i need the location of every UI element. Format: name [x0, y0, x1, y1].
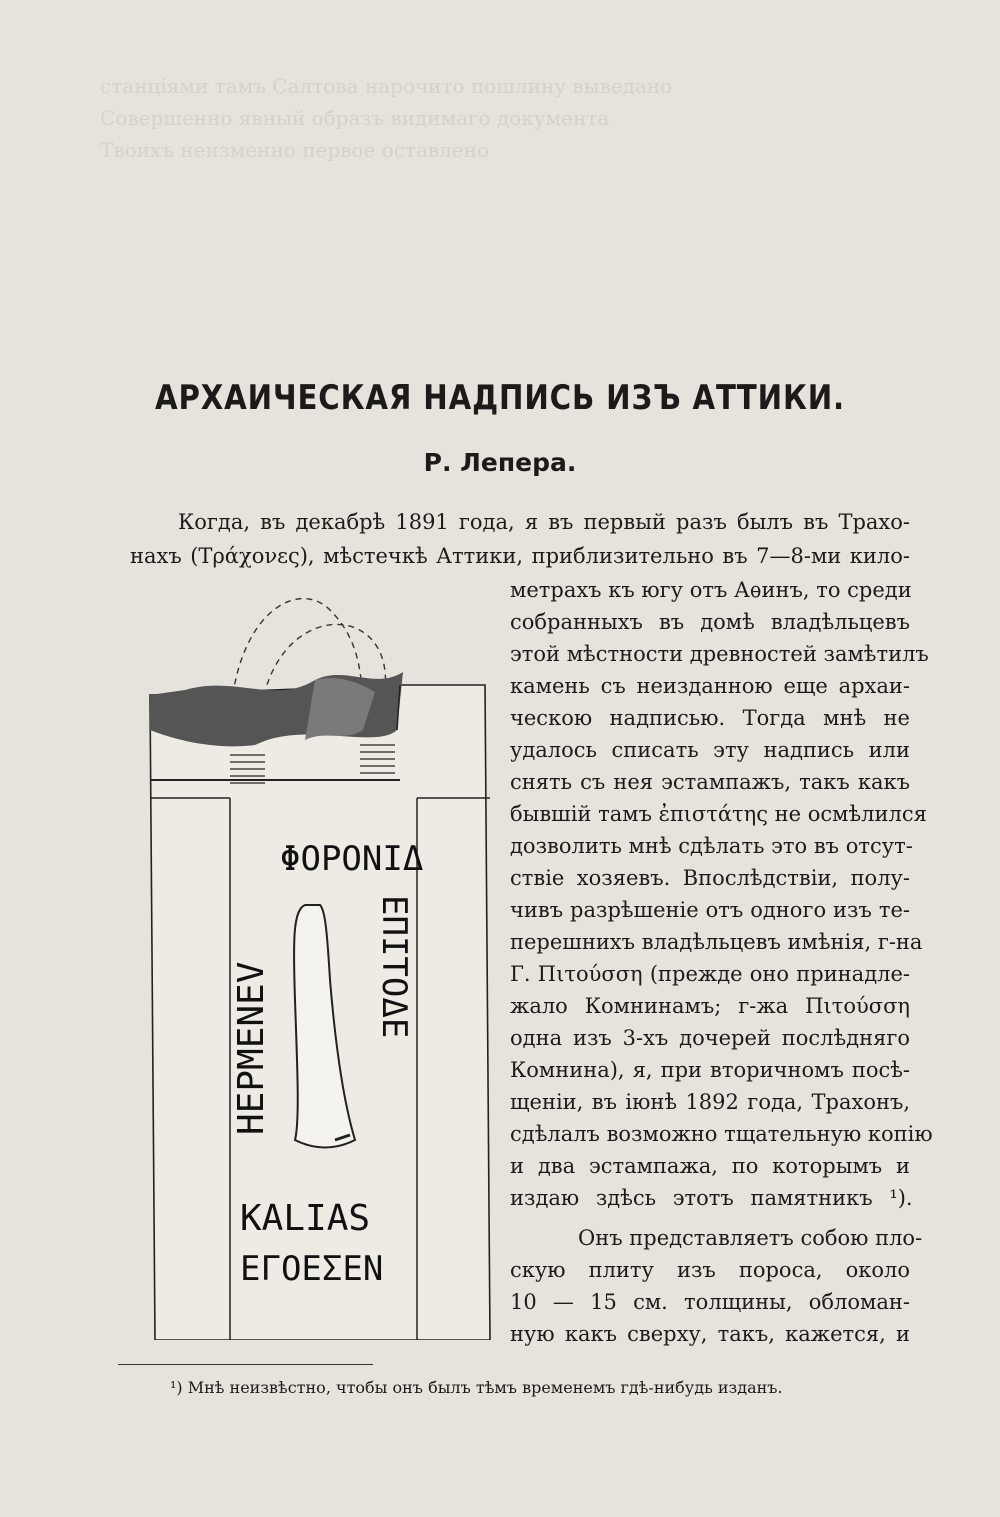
article-author: Р. Лепера. — [423, 448, 577, 477]
text-line: Онъ представляетъ собою пло- — [578, 1226, 923, 1250]
text-line: перешнихъ владѣльцевъ имѣнія, г-на — [510, 930, 923, 954]
text-line: ную какъ сверху, такъ, кажется, и — [510, 1322, 910, 1346]
text-line: 10 — 15 см. толщины, обломан- — [510, 1290, 910, 1314]
inscription-left-column: HEPMENEV — [231, 961, 272, 1135]
text-line: издаю здѣсь этотъ памятникъ ¹). — [510, 1186, 913, 1210]
text-line: Когда, въ декабрѣ 1891 года, я въ первый разъ былъ въ Трахо- — [178, 510, 910, 534]
show-through-line: Совершенно явный образъ видимаго документа — [100, 106, 610, 130]
show-through-line: Твоихъ неизменно первое оставлено — [100, 138, 490, 162]
text-line: и два эстампажа, по которымъ и — [510, 1154, 910, 1178]
text-line: щеніи, въ іюнѣ 1892 года, Трахонъ, — [510, 1090, 910, 1114]
text-line: нахъ (Τράχονες), мѣстечкѣ Аттики, приблизительно въ 7—8-ми кило- — [130, 544, 910, 568]
text-line: жало Комнинамъ; г-жа Πιτούσση — [510, 994, 910, 1018]
inscription-right-column: EΠΙΤΟΔΕ — [374, 895, 414, 1039]
article-title: АРХАИЧЕСКАЯ НАДПИСЬ ИЗЪ АТТИКИ. — [154, 378, 846, 418]
text-line: дозволить мнѣ сдѣлать это въ отсут- — [510, 834, 913, 858]
text-line: собранныхъ въ домѣ владѣльцевъ — [510, 610, 910, 634]
text-line: скую плиту изъ пороса, около — [510, 1258, 910, 1282]
text-line: ческою надписью. Тогда мнѣ не — [510, 706, 910, 730]
text-line: удалось списать эту надпись или — [510, 738, 910, 762]
inscription-line-1: KALIAS — [240, 1198, 371, 1239]
text-line: чивъ разрѣшеніе отъ одного изъ те- — [510, 898, 910, 922]
text-line: бывшій тамъ ἐπιστάτης не осмѣлился — [510, 802, 927, 826]
text-line: сдѣлалъ возможно тщательную копію — [510, 1122, 933, 1146]
inscription-right-top: ΦΟΡΟΝΙΔ — [280, 839, 424, 879]
text-line: камень съ неизданною еще архаи- — [510, 674, 910, 698]
inscription-line-2: EΓΟEΣEN — [240, 1249, 384, 1289]
stele-drawing — [145, 580, 505, 1340]
show-through-text — [100, 70, 920, 166]
show-through-line: станціями тамъ Салтова нарочито пошлину выведано — [100, 74, 673, 98]
footnote: ¹) Мнѣ неизвѣстно, чтобы онъ былъ тѣмъ временемъ гдѣ-нибудь изданъ. — [170, 1378, 783, 1397]
text-line: одна изъ 3-хъ дочерей послѣдняго — [510, 1026, 910, 1050]
text-line: Г. Πιτούσση (прежде оно принадле- — [510, 962, 910, 986]
text-line: этой мѣстности древностей замѣтилъ — [510, 642, 929, 666]
text-line: метрахъ къ югу отъ Аѳинъ, то среди — [510, 578, 912, 602]
text-line: ствіе хозяевъ. Впослѣдствіи, полу- — [510, 866, 910, 890]
footnote-rule — [118, 1364, 373, 1365]
text-line: Комнина), я, при вторичномъ посѣ- — [510, 1058, 910, 1082]
text-line: снять съ нея эстампажъ, такъ какъ — [510, 770, 910, 794]
